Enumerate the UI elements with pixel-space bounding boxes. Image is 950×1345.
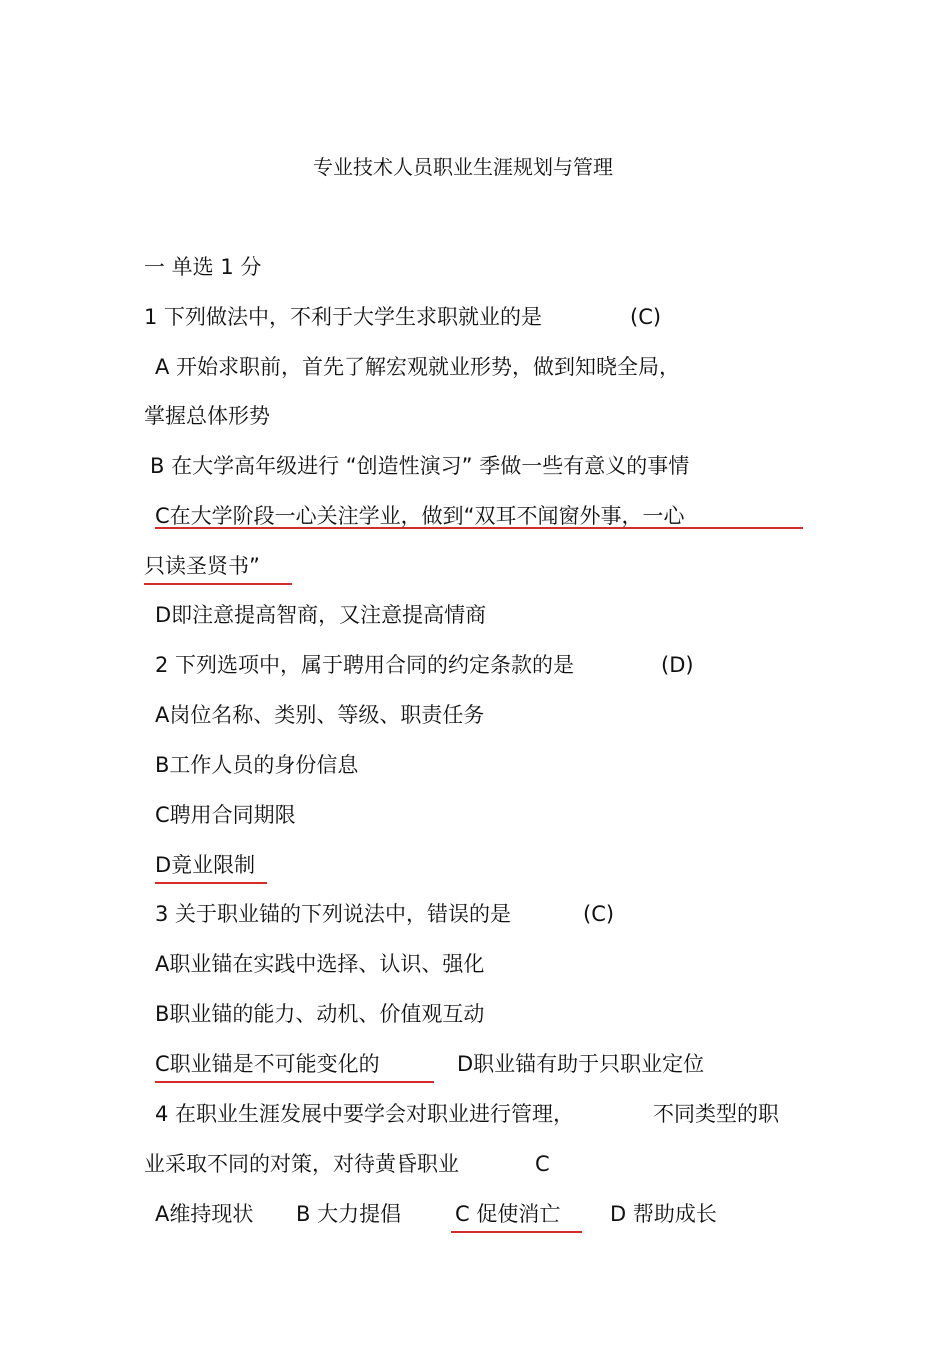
q1-option-c-line1-correct [155,501,803,529]
q3-option-c-text: C职业锚是不可能变化的 [155,1049,434,1079]
q4-stem-line2: 业采取不同的对策，对待黄昏职业 [144,1152,459,1176]
q1-option-c-line2-text: 只读圣贤书” [144,551,292,581]
q2-stem: 2 下列选项中，属于聘用合同的约定条款的是 [155,653,575,677]
q1-option-a-line2: 掌握总体形势 [144,404,270,428]
q4-answer: C [535,1152,550,1176]
q1-answer: (C) [630,305,662,329]
q1-option-c-line1-text: C在大学阶段一心关注学业，做到“双耳不闻窗外事，一心 [155,504,685,528]
q3-option-c-correct [155,1049,434,1079]
q4-option-d: D 帮助成长 [610,1202,717,1226]
q4-stem-line1: 4 在职业生涯发展中要学会对职业进行管理， [155,1102,575,1126]
q3-option-a: A职业锚在实践中选择、认识、强化 [155,952,485,976]
q4-option-c-correct [451,1199,582,1229]
q1-option-a-line1: A 开始求职前，首先了解宏观就业形势，做到知晓全局， [155,355,681,379]
q4-option-b: B 大力提倡 [296,1202,402,1226]
q3-answer: (C) [583,902,615,926]
q1-option-c-line2-correct [144,551,292,581]
section-heading: 一 单选 1 分 [144,255,262,279]
q4-option-c-text: C 促使消亡 [451,1199,582,1229]
q2-answer: (D) [661,653,694,677]
q3-option-d: D职业锚有助于只职业定位 [457,1052,705,1076]
q1-stem: 1 下列做法中，不利于大学生求职就业的是 [144,305,543,329]
q2-option-a: A岗位名称、类别、等级、职责任务 [155,703,485,727]
q2-option-b: B工作人员的身份信息 [155,753,359,777]
q2-option-d-text: D竟业限制 [155,850,267,880]
q4-stem-line1-end: 不同类型的职 [653,1102,779,1126]
q2-option-c: C聘用合同期限 [155,803,296,827]
q4-option-a: A维持现状 [155,1202,254,1226]
document-title: 专业技术人员职业生涯规划与管理 [313,155,613,179]
q2-option-d-correct [155,850,267,880]
q3-option-b: B职业锚的能力、动机、价值观互动 [155,1002,485,1026]
q1-option-b: B 在大学高年级进行 “创造性演习” 季做一些有意义的事情 [150,454,690,478]
q1-option-d: D即注意提高智商，又注意提高情商 [155,603,487,627]
q3-stem: 3 关于职业锚的下列说法中，错误的是 [155,902,512,926]
